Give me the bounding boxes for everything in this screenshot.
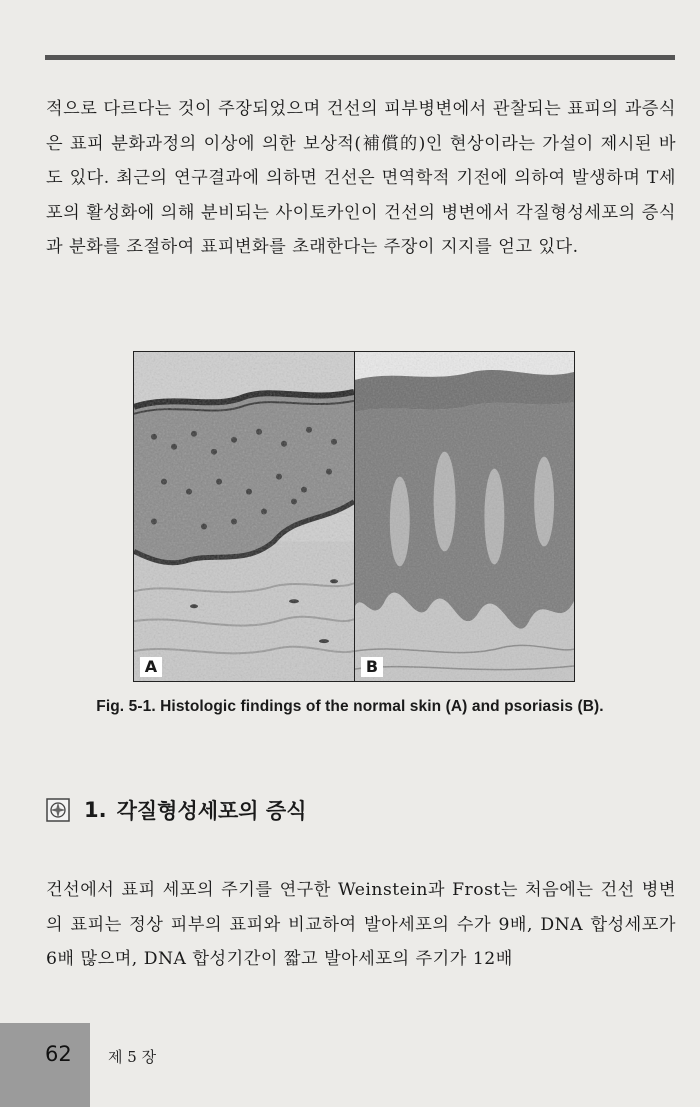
figure-panel-psoriasis xyxy=(355,352,574,681)
psoriasis-micrograph xyxy=(355,352,574,681)
section-heading xyxy=(46,795,306,825)
histology-figure xyxy=(133,351,575,682)
panel-b-label: B xyxy=(361,657,383,677)
section-title: 각질형성세포의 증식 xyxy=(116,799,307,823)
header-rule xyxy=(45,55,675,60)
body-paragraph-2: 건선에서 표피 세포의 주기를 연구한 Weinstein과 Frost는 처음에는 건선 병변의 표피는 정상 피부의 표피와 비교하여 발아세포의 수가 9배, DNA 합성세포가 6배 많으며, DNA 합성기간이 짧고 발아세포의 주기가 12배 xyxy=(46,880,676,969)
ornament-square-icon xyxy=(46,798,70,822)
panel-a-label: A xyxy=(140,657,162,677)
section-number: 1. xyxy=(84,798,107,822)
chapter-label: 제 5 장 xyxy=(108,1048,157,1066)
page-number: 62 xyxy=(45,1042,72,1066)
body-paragraph-1: 적으로 다르다는 것이 주장되었으며 건선의 피부병변에서 관찰되는 표피의 과증식은 표피 분화과정의 이상에 의한 보상적(補償的)인 현상이라는 가설이 제시된 바도 있다. 최근의 연구결과에 의하면 건선은 면역학적 기전에 의하여 발생하며 T세포의 활성화에 의해 분비되는 사이토카인이 건선의 병변에서 각질형성세포의 증식과 분화를 조절하여 표피변화를 초래한다는 주장이 지지를 얻고 있다. xyxy=(46,99,676,257)
figure-caption: Fig. 5-1. Histologic findings of the normal skin (A) and psoriasis (B). xyxy=(96,698,604,715)
normal-skin-micrograph xyxy=(134,352,354,681)
figure-panel-normal-skin xyxy=(134,352,355,681)
